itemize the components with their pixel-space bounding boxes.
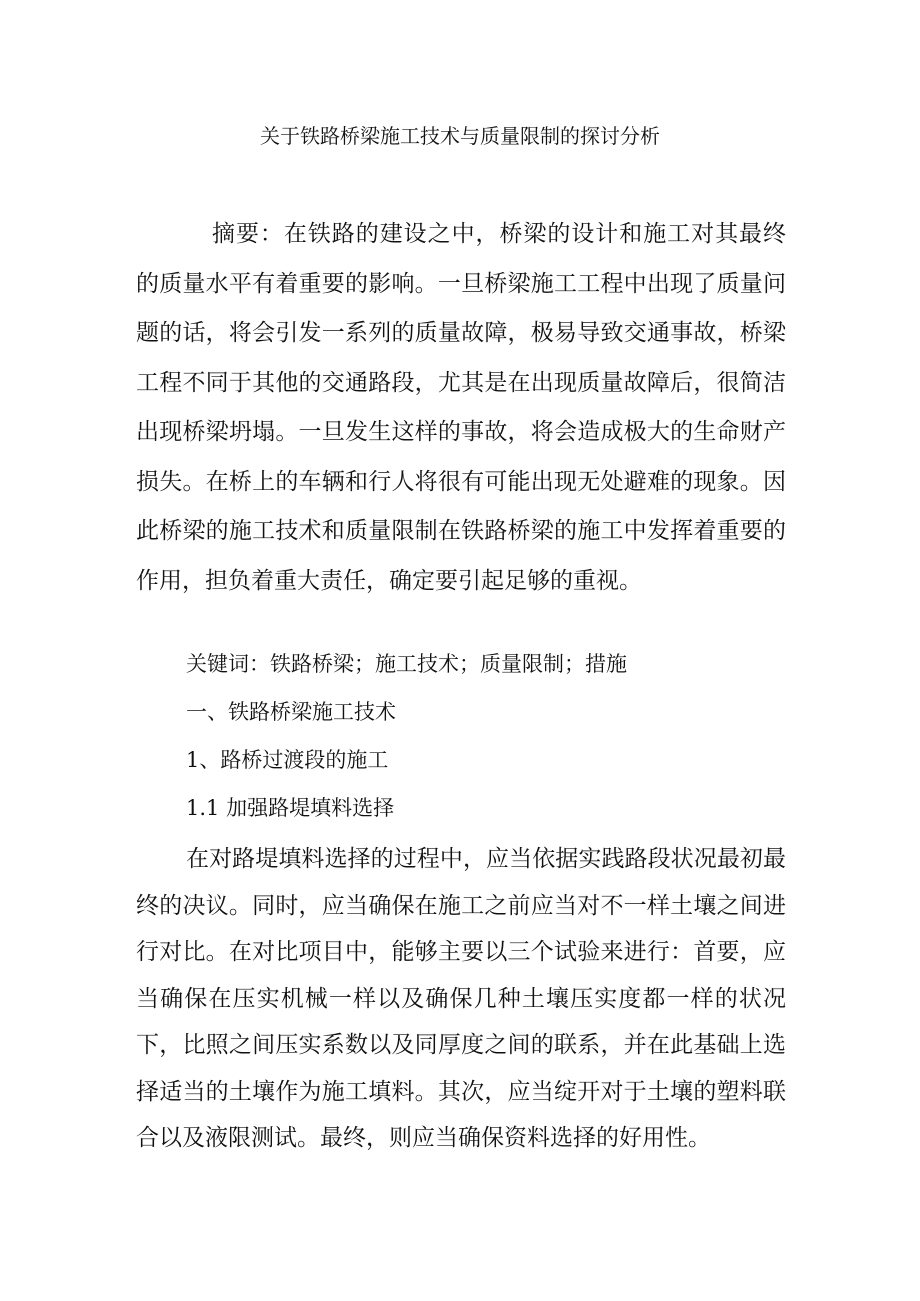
document-title: 关于铁路桥梁施工技术与质量限制的探讨分析 [260,124,660,148]
subsection-heading: 1、路桥过渡段的施工 [186,748,389,772]
section-heading: 一、铁路桥梁施工技术 [186,700,396,724]
keywords-line: 关键词：铁路桥梁；施工技术；质量限制；措施 [186,652,627,676]
body-paragraph: 在对路堤填料选择的过程中，应当依据实践路段状况最初最终的决议。同时，应当确保在施工之前应当对不一样土壤之间进行对比。在对比项目中，能够主要以三个试验来进行：首要，应当确保在压实机械一样以及确保几种土壤压实度都一样的状况下，比照之间压实系数以及同厚度之间的联系，并在此基础上选择适当的土壤作为施工填料。其次，应当绽开对于土壤的塑料联合以及液限测试。最终，则应当确保资料选择的好用性。 [136,846,786,1151]
subsubsection-heading: 1.1 加强路堤填料选择 [186,796,395,820]
abstract-paragraph: 摘要：在铁路的建设之中，桥梁的设计和施工对其最终的质量水平有着重要的影响。一旦桥梁施工工程中出现了质量问题的话，将会引发一系列的质量故障，极易导致交通事故，桥梁工程不同于其他的交通路段，尤其是在出现质量故障后，很简洁出现桥梁坍塌。一旦发生这样的事故，将会造成极大的生命财产损失。在桥上的车辆和行人将很有可能出现无处避难的现象。因此桥梁的施工技术和质量限制在铁路桥梁的施工中发挥着重要的作用，担负着重大责任，确定要引起足够的重视。 [136,221,786,594]
